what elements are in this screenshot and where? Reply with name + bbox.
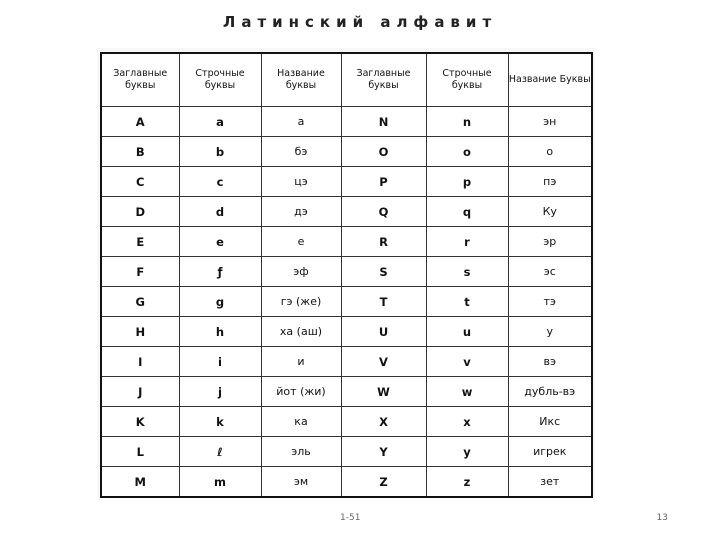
name-cell: гэ (же): [261, 287, 341, 317]
uppercase-cell: O: [341, 137, 426, 167]
name-cell: и: [261, 347, 341, 377]
lowercase-cell: h: [179, 317, 261, 347]
name-cell: Ку: [508, 197, 592, 227]
uppercase-cell: I: [101, 347, 179, 377]
lowercase-cell: x: [426, 407, 508, 437]
uppercase-cell: J: [101, 377, 179, 407]
lowercase-cell: q: [426, 197, 508, 227]
table-row: [101, 197, 592, 227]
name-cell: эль: [261, 437, 341, 467]
table-row: [101, 347, 592, 377]
lowercase-cell: k: [179, 407, 261, 437]
uppercase-cell: M: [101, 467, 179, 498]
name-cell: у: [508, 317, 592, 347]
name-cell: игрек: [508, 437, 592, 467]
lowercase-cell: y: [426, 437, 508, 467]
table-row: [101, 137, 592, 167]
uppercase-cell: Y: [341, 437, 426, 467]
table-row: [101, 287, 592, 317]
header-lowercase-1: Строчные буквы: [179, 53, 261, 107]
uppercase-cell: Z: [341, 467, 426, 498]
uppercase-cell: V: [341, 347, 426, 377]
uppercase-cell: H: [101, 317, 179, 347]
lowercase-cell: z: [426, 467, 508, 498]
uppercase-cell: Q: [341, 197, 426, 227]
lowercase-cell: a: [179, 107, 261, 137]
uppercase-cell: N: [341, 107, 426, 137]
header-lowercase-2: Строчные буквы: [426, 53, 508, 107]
uppercase-cell: E: [101, 227, 179, 257]
uppercase-cell: K: [101, 407, 179, 437]
lowercase-cell: d: [179, 197, 261, 227]
table-row: [101, 317, 592, 347]
header-uppercase-1: Заглавные буквы: [101, 53, 179, 107]
header-uppercase-2: Заглавные буквы: [341, 53, 426, 107]
uppercase-cell: G: [101, 287, 179, 317]
lowercase-cell: s: [426, 257, 508, 287]
name-cell: дэ: [261, 197, 341, 227]
lowercase-cell: g: [179, 287, 261, 317]
name-cell: пэ: [508, 167, 592, 197]
lowercase-cell: m: [179, 467, 261, 498]
lowercase-cell: b: [179, 137, 261, 167]
name-cell: эф: [261, 257, 341, 287]
name-cell: эн: [508, 107, 592, 137]
name-cell: цэ: [261, 167, 341, 197]
alphabet-table: [100, 52, 593, 498]
name-cell: Икс: [508, 407, 592, 437]
lowercase-cell: o: [426, 137, 508, 167]
uppercase-cell: A: [101, 107, 179, 137]
name-cell: вэ: [508, 347, 592, 377]
name-cell: о: [508, 137, 592, 167]
uppercase-cell: D: [101, 197, 179, 227]
slide-range: 1-51: [340, 513, 361, 523]
lowercase-cell: j: [179, 377, 261, 407]
name-cell: дубль-вэ: [508, 377, 592, 407]
uppercase-cell: X: [341, 407, 426, 437]
table-row: [101, 167, 592, 197]
name-cell: эм: [261, 467, 341, 498]
header-name-1: Название буквы: [261, 53, 341, 107]
table-row: [101, 377, 592, 407]
uppercase-cell: S: [341, 257, 426, 287]
lowercase-cell: n: [426, 107, 508, 137]
uppercase-cell: T: [341, 287, 426, 317]
uppercase-cell: R: [341, 227, 426, 257]
lowercase-cell: p: [426, 167, 508, 197]
table-row: [101, 257, 592, 287]
table-row: [101, 107, 592, 137]
page-number: 13: [656, 513, 668, 523]
name-cell: бэ: [261, 137, 341, 167]
lowercase-cell: ℓ: [179, 437, 261, 467]
uppercase-cell: W: [341, 377, 426, 407]
name-cell: ка: [261, 407, 341, 437]
uppercase-cell: B: [101, 137, 179, 167]
uppercase-cell: F: [101, 257, 179, 287]
uppercase-cell: U: [341, 317, 426, 347]
header-name-2: Название Буквы: [508, 53, 592, 107]
name-cell: эс: [508, 257, 592, 287]
uppercase-cell: L: [101, 437, 179, 467]
lowercase-cell: ƒ: [179, 257, 261, 287]
name-cell: е: [261, 227, 341, 257]
table-row: [101, 467, 592, 498]
name-cell: зет: [508, 467, 592, 498]
name-cell: тэ: [508, 287, 592, 317]
lowercase-cell: v: [426, 347, 508, 377]
lowercase-cell: u: [426, 317, 508, 347]
table-row: [101, 227, 592, 257]
uppercase-cell: C: [101, 167, 179, 197]
uppercase-cell: P: [341, 167, 426, 197]
lowercase-cell: c: [179, 167, 261, 197]
name-cell: йот (жи): [261, 377, 341, 407]
lowercase-cell: w: [426, 377, 508, 407]
lowercase-cell: i: [179, 347, 261, 377]
lowercase-cell: e: [179, 227, 261, 257]
name-cell: эр: [508, 227, 592, 257]
page-title: Латинский алфавит: [222, 13, 498, 31]
table-row: [101, 437, 592, 467]
table-header-row: [101, 53, 592, 107]
table-row: [101, 407, 592, 437]
lowercase-cell: t: [426, 287, 508, 317]
name-cell: а: [261, 107, 341, 137]
name-cell: ха (аш): [261, 317, 341, 347]
lowercase-cell: r: [426, 227, 508, 257]
